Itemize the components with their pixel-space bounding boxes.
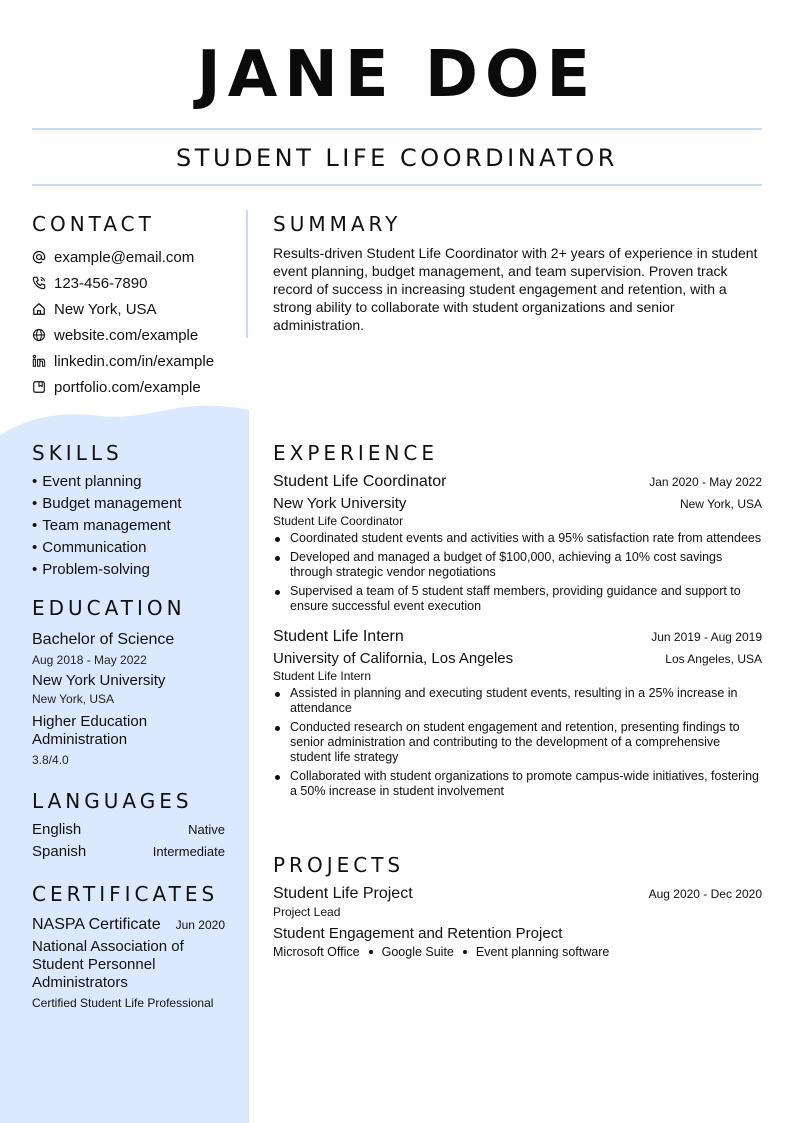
summary-section <box>273 212 762 334</box>
job-entry-org: University of California, Los Angeles <box>273 650 514 667</box>
experience-entry <box>273 473 762 614</box>
contact-portfolio-text: portfolio.com/example <box>54 378 201 396</box>
contact-section <box>32 212 225 400</box>
contact-phone[interactable] <box>32 270 225 296</box>
job-bullet: Supervised a team of 5 student staff members, providing guidance and support to ensure successful event execution <box>273 584 762 614</box>
certificates-heading: CERTIFICATES <box>32 882 219 906</box>
certificates-section <box>32 882 225 1011</box>
projects-section <box>273 853 762 959</box>
contact-heading: CONTACT <box>32 212 155 236</box>
skill-item: • Event planning <box>32 473 225 495</box>
job-bullets <box>273 686 762 799</box>
job-bullet: Conducted research on student engagement and retention, presenting findings to senior administration and contributing to the development of a comprehensive student life strategy <box>273 720 762 765</box>
summary-heading: SUMMARY <box>273 212 402 236</box>
job-entry-dates: Jan 2020 - May 2022 <box>649 475 762 489</box>
education-section <box>32 596 225 767</box>
project-name: Student Engagement and Retention Project <box>273 925 563 942</box>
projects-heading: PROJECTS <box>273 853 405 877</box>
project-role: Project Lead <box>273 905 341 919</box>
languages-heading: LANGUAGES <box>32 789 193 813</box>
education-degree: Bachelor of Science <box>32 631 175 648</box>
job-bullet: Coordinated student events and activities with a 95% satisfaction rate from attendees <box>273 531 762 546</box>
contact-list <box>32 244 225 400</box>
header-top-rule <box>32 128 762 130</box>
skill-item: • Team management <box>32 517 225 539</box>
job-bullet: Developed and managed a budget of $100,000, achieving a 10% cost savings through strategic vendor negotiations <box>273 550 762 580</box>
contact-linkedin[interactable] <box>32 348 225 374</box>
project-tool: Event planning software <box>475 945 610 959</box>
education-school: New York University <box>32 672 166 689</box>
language-name: English <box>32 821 82 838</box>
header-bottom-rule <box>32 184 762 186</box>
skill-item: • Problem-solving <box>32 561 225 583</box>
contact-email[interactable] <box>32 244 225 270</box>
certificate-name: NASPA Certificate <box>32 916 161 933</box>
contact-website[interactable] <box>32 322 225 348</box>
job-entry-location: New York, USA <box>679 497 762 511</box>
education-field: Higher Education Administration <box>32 713 148 748</box>
job-entry-dates: Jun 2019 - Aug 2019 <box>651 630 762 644</box>
skill-item: • Budget management <box>32 495 225 517</box>
contact-email-text: example@email.com <box>54 248 195 266</box>
job-bullets <box>273 531 762 614</box>
summary-text: Results-driven Student Life Coordinator with 2+ years of experience in student event planning, budget management, and team supervision. Proven track record of success in increasing student engagement and retention, with a strong ability to collaborate with student organizations and senior administration. <box>273 245 758 333</box>
project-tool: Google Suite <box>381 945 454 959</box>
project-tools <box>273 945 762 959</box>
experience-heading: EXPERIENCE <box>273 441 439 465</box>
education-heading: EDUCATION <box>32 596 186 620</box>
education-dates: Aug 2018 - May 2022 <box>32 653 147 667</box>
tool-separator <box>463 950 467 954</box>
project-dates: Aug 2020 - Dec 2020 <box>648 887 762 901</box>
tool-separator <box>369 950 373 954</box>
phone-icon <box>32 276 46 290</box>
job-entry-title: Student Life Coordinator <box>273 473 447 490</box>
resume-name: JANE DOE <box>196 38 598 112</box>
certificate-desc: Certified Student Life Professional <box>32 996 214 1010</box>
language-level: Intermediate <box>152 844 225 859</box>
project-title: Student Life Project <box>273 885 413 902</box>
contact-location-text: New York, USA <box>54 300 157 318</box>
job-entry-role: Student Life Intern <box>273 669 372 683</box>
job-entry-role: Student Life Coordinator <box>273 514 404 528</box>
skills-section <box>32 441 225 583</box>
contact-website-text: website.com/example <box>54 326 199 344</box>
contact-portfolio[interactable] <box>32 374 225 400</box>
experience-section <box>273 441 762 803</box>
portfolio-icon <box>32 380 46 394</box>
certificate-org: National Association of Student Personnel Administrators <box>32 938 184 991</box>
job-bullet: Assisted in planning and executing student events, resulting in a 25% increase in attendance <box>273 686 762 716</box>
job-title: STUDENT LIFE COORDINATOR <box>176 144 618 172</box>
home-icon <box>32 302 46 316</box>
skills-list <box>32 473 225 583</box>
job-entry-location: Los Angeles, USA <box>665 652 762 666</box>
language-row <box>32 843 225 865</box>
languages-section <box>32 789 225 865</box>
job-entry-org: New York University <box>273 495 407 512</box>
at-icon <box>32 250 46 264</box>
language-level: Native <box>188 822 225 837</box>
linkedin-icon <box>32 354 46 368</box>
contact-phone-text: 123-456-7890 <box>54 274 148 292</box>
skill-item: • Communication <box>32 539 225 561</box>
education-location: New York, USA <box>32 692 115 706</box>
contact-location <box>32 296 225 322</box>
experience-entry <box>273 628 762 799</box>
column-divider <box>246 210 248 338</box>
contact-linkedin-text: linkedin.com/in/example <box>54 352 215 370</box>
project-tool: Microsoft Office <box>273 945 360 959</box>
education-gpa: 3.8/4.0 <box>32 753 69 767</box>
globe-icon <box>32 328 46 342</box>
language-name: Spanish <box>32 843 87 860</box>
language-row <box>32 821 225 843</box>
certificate-date: Jun 2020 <box>175 918 225 932</box>
job-bullet: Collaborated with student organizations to promote campus-wide initiatives, fostering a 50% increase in student involvement <box>273 769 762 799</box>
job-entry-title: Student Life Intern <box>273 628 404 645</box>
skills-heading: SKILLS <box>32 441 123 465</box>
